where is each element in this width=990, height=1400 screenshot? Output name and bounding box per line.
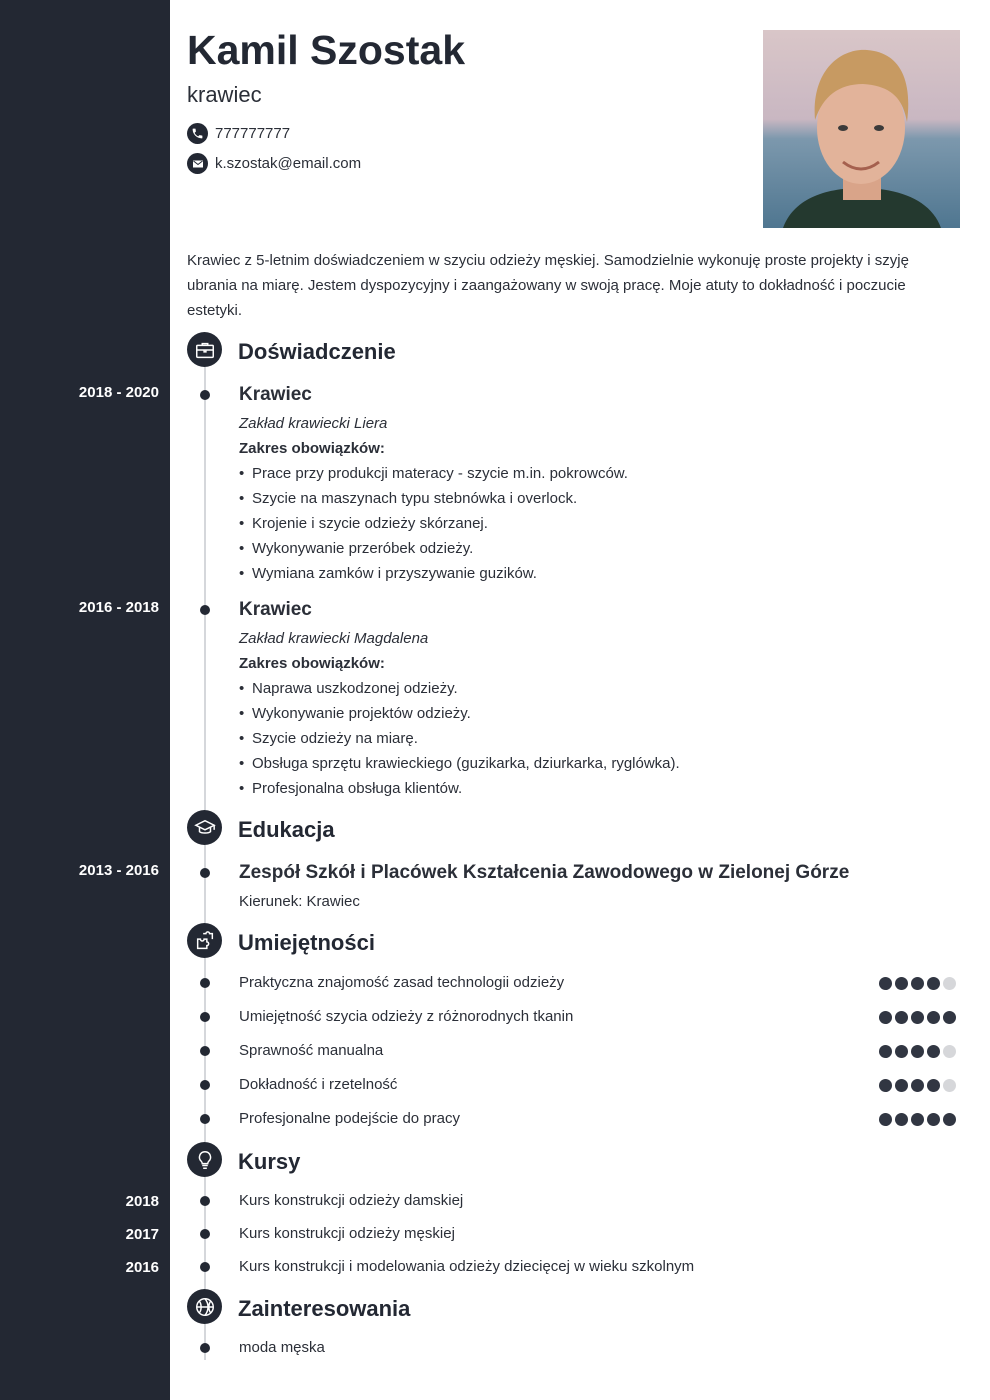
duty-item: • Profesjonalna obsługa klientów. xyxy=(239,780,463,797)
course-name: Kurs konstrukcji odzieży męskiej xyxy=(239,1225,455,1242)
job-company: Zakład krawiecki Magdalena xyxy=(239,630,429,647)
course-name: Kurs konstrukcji i modelowania odzieży dziecięcej w wieku szkolnym xyxy=(239,1258,695,1275)
candidate-title: krawiec xyxy=(187,82,262,107)
rating-dot-filled xyxy=(911,977,924,990)
timeline-dot xyxy=(200,390,210,400)
skill-name: Profesjonalne podejście do pracy xyxy=(239,1110,460,1127)
puzzle-icon xyxy=(187,923,222,958)
timeline-dot xyxy=(200,978,210,988)
duties-label: Zakres obowiązków: xyxy=(239,440,385,457)
course-year: 2018 xyxy=(125,1193,159,1210)
rating-dot-filled xyxy=(879,1113,892,1126)
rating-dot-filled xyxy=(943,1011,956,1024)
rating-dot-filled xyxy=(895,1011,908,1024)
timeline-dot xyxy=(200,1114,210,1124)
duty-item: • Wykonywanie przeróbek odzieży. xyxy=(239,540,474,557)
rating-dot-filled xyxy=(895,977,908,990)
timeline-dot xyxy=(200,1196,210,1206)
school-name: Zespół Szkół i Placówek Kształcenia Zawodowego w Zielonej Górze xyxy=(239,862,850,883)
rating-dot-filled xyxy=(879,1045,892,1058)
profile-photo xyxy=(763,30,960,228)
course-year: 2017 xyxy=(125,1226,159,1243)
duty-item: • Szycie odzieży na miarę. xyxy=(239,730,418,747)
job-company: Zakład krawiecki Liera xyxy=(239,415,388,432)
education-field: Kierunek: Krawiec xyxy=(239,893,360,910)
timeline-dot xyxy=(200,868,210,878)
rating-dot-empty xyxy=(943,1079,956,1092)
rating-dot-filled xyxy=(911,1045,924,1058)
course-name: Kurs konstrukcji odzieży damskiej xyxy=(239,1192,464,1209)
duty-item: • Krojenie i szycie odzieży skórzanej. xyxy=(239,515,488,532)
profile-summary: Krawiec z 5-letnim doświadczeniem w szyciu odzieży męskiej. Samodzielnie wykonuję proste projekty i szyję ubrania na miarę. Jestem dyspozycyjny i zaangażowany w swoją pracę. Moje atuty to dokładność i poczucie estetyki. xyxy=(187,252,909,319)
interest-item: moda męska xyxy=(239,1339,325,1356)
timeline-dot xyxy=(200,1046,210,1056)
envelope-icon xyxy=(187,153,208,174)
rating-dot-filled xyxy=(895,1045,908,1058)
candidate-name: Kamil Szostak xyxy=(187,27,465,73)
rating-dot-filled xyxy=(927,1011,940,1024)
timeline-line xyxy=(204,845,206,923)
rating-dot-filled xyxy=(927,1079,940,1092)
section-title-education: Edukacja xyxy=(238,817,335,842)
skill-rating xyxy=(879,977,956,990)
timeline-dot xyxy=(200,1080,210,1090)
rating-dot-filled xyxy=(943,1113,956,1126)
duty-item: • Prace przy produkcji materacy - szycie m.in. pokrowców. xyxy=(239,465,628,482)
duty-item: • Wymiana zamków i przyszywanie guzików. xyxy=(239,565,537,582)
timeline-dot xyxy=(200,1343,210,1353)
section-title-interests: Zainteresowania xyxy=(238,1296,411,1321)
duty-item: • Naprawa uszkodzonej odzieży. xyxy=(239,680,458,697)
duties-label: Zakres obowiązków: xyxy=(239,655,385,672)
rating-dot-filled xyxy=(895,1113,908,1126)
skill-name: Praktyczna znajomość zasad technologii odzieży xyxy=(239,974,565,991)
basketball-icon xyxy=(187,1289,222,1324)
timeline-line xyxy=(204,1324,206,1360)
phone-number: 777777777 xyxy=(215,125,291,142)
duty-item: • Obsługa sprzętu krawieckiego (guzikarka, dziurkarka, ryglówka). xyxy=(239,755,680,772)
rating-dot-filled xyxy=(879,1011,892,1024)
left-sidebar xyxy=(0,0,170,1400)
duty-item: • Szycie na maszynach typu stebnówka i overlock. xyxy=(239,490,578,507)
rating-dot-filled xyxy=(879,977,892,990)
timeline-dot xyxy=(200,1229,210,1239)
skill-name: Dokładność i rzetelność xyxy=(239,1076,398,1093)
job-dates: 2016 - 2018 xyxy=(78,599,159,616)
course-year: 2016 xyxy=(125,1259,159,1276)
rating-dot-filled xyxy=(911,1079,924,1092)
rating-dot-empty xyxy=(943,1045,956,1058)
rating-dot-filled xyxy=(927,977,940,990)
rating-dot-filled xyxy=(911,1113,924,1126)
job-title: Krawiec xyxy=(239,599,312,620)
phone-icon xyxy=(187,123,208,144)
contact-email xyxy=(187,153,361,174)
skill-rating xyxy=(879,1113,956,1126)
timeline-dot xyxy=(200,605,210,615)
rating-dot-filled xyxy=(927,1045,940,1058)
contact-phone xyxy=(187,123,290,144)
skill-name: Sprawność manualna xyxy=(239,1042,384,1059)
job-dates: 2018 - 2020 xyxy=(78,384,159,401)
rating-dot-filled xyxy=(927,1113,940,1126)
skill-name: Umiejętność szycia odzieży z różnorodnych tkanin xyxy=(239,1008,574,1025)
skill-rating xyxy=(879,1045,956,1058)
email-address: k.szostak@email.com xyxy=(215,155,362,172)
timeline-line xyxy=(204,367,206,810)
section-title-experience: Doświadczenie xyxy=(238,339,396,364)
job-title: Krawiec xyxy=(239,384,312,405)
section-title-skills: Umiejętności xyxy=(238,930,375,955)
duty-item: • Wykonywanie projektów odzieży. xyxy=(239,705,471,722)
timeline-dot xyxy=(200,1012,210,1022)
section-title-courses: Kursy xyxy=(238,1149,301,1174)
skill-rating xyxy=(879,1011,956,1024)
lightbulb-icon xyxy=(187,1142,222,1177)
timeline-dot xyxy=(200,1262,210,1272)
graduation-cap-icon xyxy=(187,810,222,845)
rating-dot-filled xyxy=(879,1079,892,1092)
rating-dot-empty xyxy=(943,977,956,990)
rating-dot-filled xyxy=(911,1011,924,1024)
briefcase-icon xyxy=(187,332,222,367)
education-dates: 2013 - 2016 xyxy=(78,862,159,879)
skill-rating xyxy=(879,1079,956,1092)
rating-dot-filled xyxy=(895,1079,908,1092)
